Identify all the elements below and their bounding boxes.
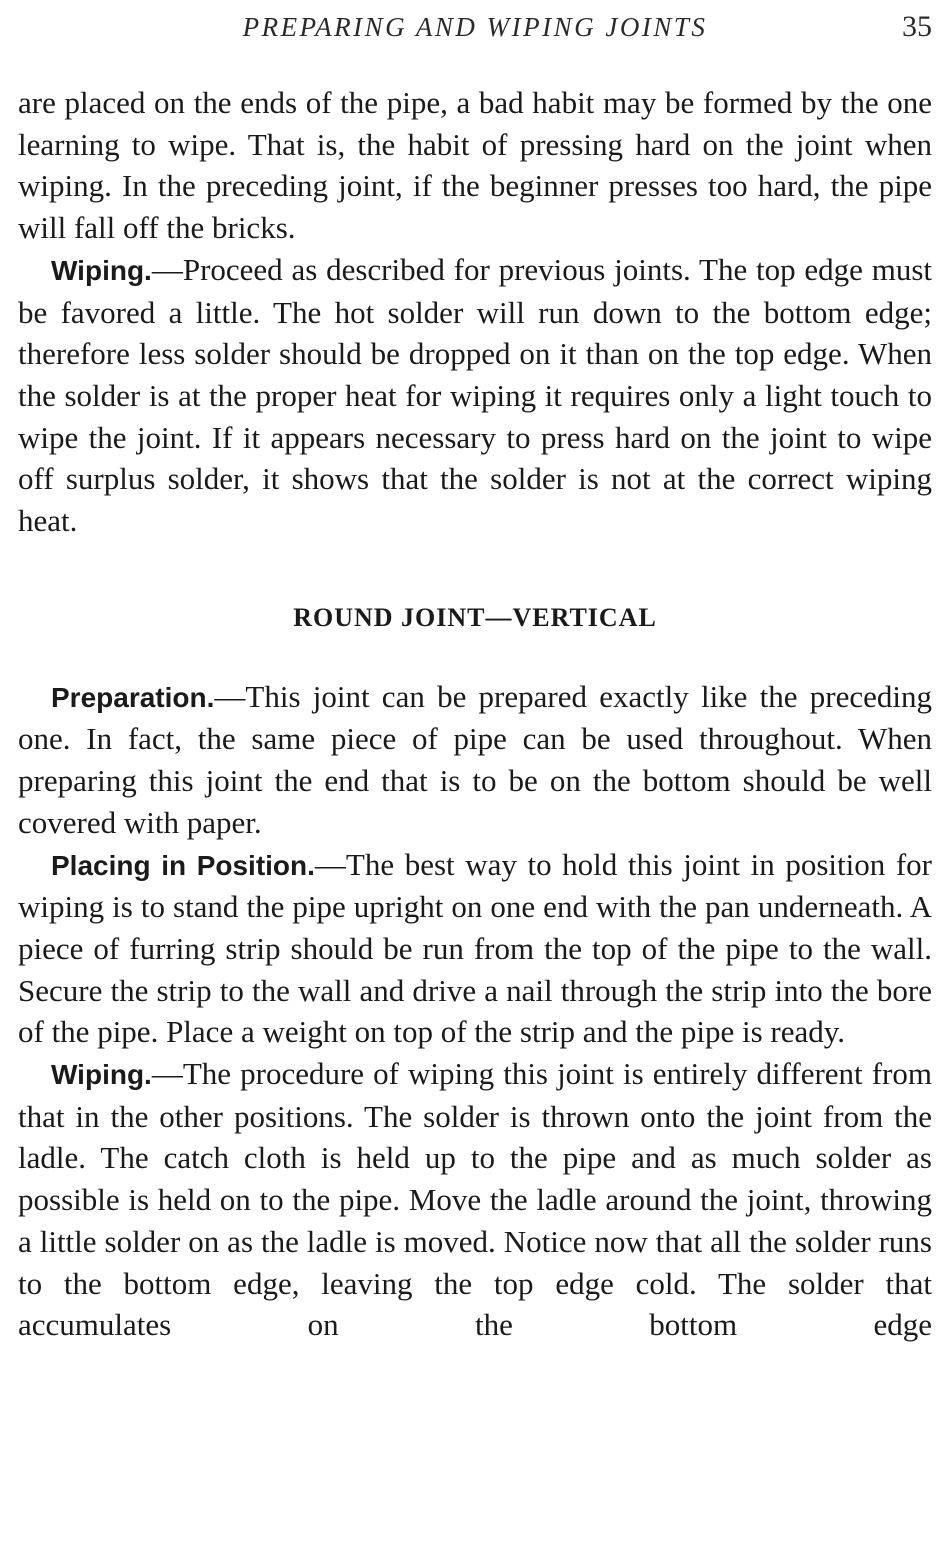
paragraph-text: —The best way to hold this joint in position for wiping is to stand the pipe upright on one end with the pan underneath. A piece of furring strip should be run from the top of the pipe to the wall. Secure the strip to the wall and drive a nail through the strip into the bore of the pipe. Place a weight on top of the strip and the pipe is ready. bbox=[18, 846, 932, 1050]
run-in-heading: Placing in Position. bbox=[51, 849, 315, 881]
run-in-heading: Preparation. bbox=[51, 681, 215, 713]
paragraph-text: —This joint can be prepared exactly like the preceding one. In fact, the same piece of pipe can be used throughout. When preparing this joint the end that is to be on the bottom should be well covered with paper. bbox=[18, 678, 932, 840]
section-heading: ROUND JOINT—VERTICAL bbox=[293, 602, 657, 632]
run-in-heading: Wiping. bbox=[51, 1059, 152, 1091]
book-page bbox=[18, 0, 932, 1555]
page-number: 35 bbox=[902, 10, 932, 43]
paragraph-text: are placed on the ends of the pipe, a bad habit may be formed by the one learning to wipe. That is, the habit of pressing hard on the joint when wiping. In the preceding joint, if the beginner presses too hard, the pipe will fall off the bricks. bbox=[18, 85, 932, 246]
paragraph-preparation bbox=[18, 676, 932, 844]
paragraph-continued bbox=[18, 82, 932, 249]
running-title: PREPARING AND WIPING JOINTS bbox=[242, 12, 708, 42]
run-in-heading: Wiping. bbox=[51, 254, 152, 286]
running-head bbox=[18, 0, 932, 50]
paragraph-wiping-2 bbox=[18, 1053, 932, 1346]
paragraph-placing-in-position bbox=[18, 844, 932, 1054]
paragraph-text: —Proceed as described for previous joints. The top edge must be favored a little. The hot solder will run down to the bottom edge; therefore less solder should be dropped on it than on the top edge. When the solder is at the proper heat for wiping it requires only a light touch to wipe the joint. If it appears necessary to press hard on the joint to wipe off surplus solder, it shows that the solder is not at the correct wiping heat. bbox=[18, 251, 932, 539]
paragraph-text: —The procedure of wiping this joint is entirely different from that in the other positions. The solder is thrown onto the joint from the ladle. The catch cloth is held up to the pipe and as much solder as possible is held on to the pipe. Move the ladle around the joint, throwing a little solder on as the ladle is moved. Notice now that all the solder runs to the bottom edge, leaving the top edge cold. The solder that accumulates on the bottom edge bbox=[18, 1056, 932, 1343]
paragraph-wiping-1 bbox=[18, 249, 932, 542]
